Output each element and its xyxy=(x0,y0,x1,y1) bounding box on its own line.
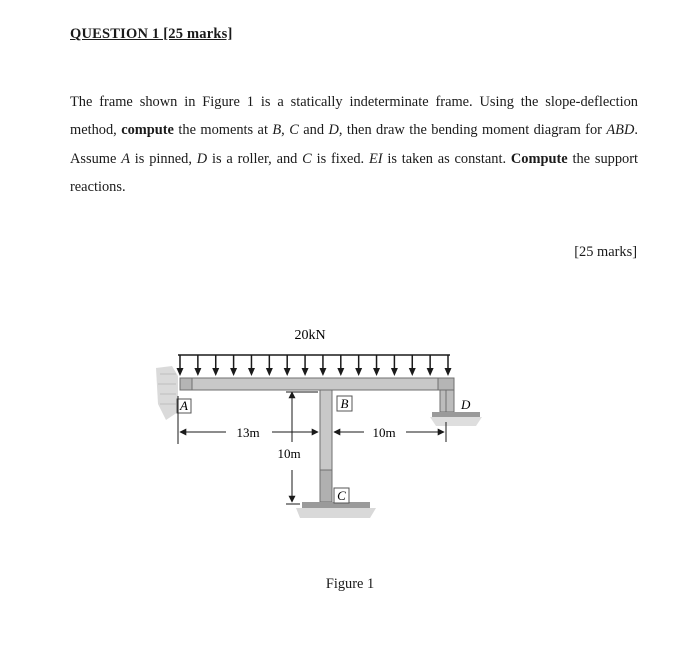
q-var: EI xyxy=(368,150,383,167)
load-arrow-head xyxy=(212,368,219,376)
load-arrow-head xyxy=(409,368,416,376)
roller-support-D xyxy=(430,378,482,426)
q-var: ABD xyxy=(606,122,635,139)
q-text: is pinned, xyxy=(129,150,197,167)
dim-label-AB: 13m xyxy=(236,425,260,440)
q-text: is a roller, and xyxy=(207,150,303,167)
load-arrow-head xyxy=(284,368,291,376)
q-text: , then draw the bending moment diagram for xyxy=(338,122,607,139)
load-arrows xyxy=(177,355,452,376)
load-arrow-head xyxy=(177,368,184,376)
q-text: . Assume xyxy=(70,122,638,167)
question-heading: QUESTION 1 [25 marks] xyxy=(70,26,233,42)
load-arrow-head xyxy=(194,368,201,376)
q-var: A xyxy=(121,150,130,167)
q-text: the moments at xyxy=(173,122,273,139)
q-text: is taken as constant. xyxy=(382,150,511,167)
label-C: C xyxy=(337,488,346,503)
label-B: B xyxy=(340,396,349,411)
q-text: the support reactions. xyxy=(70,150,639,195)
q-var: C xyxy=(289,122,299,139)
q-bold: Compute xyxy=(510,150,568,167)
q-bold: compute xyxy=(121,122,174,139)
load-arrow-head xyxy=(445,368,452,376)
marks-label: [25 marks] xyxy=(574,244,637,260)
load-arrow-head xyxy=(230,368,237,376)
q-text: and xyxy=(298,122,329,139)
distributed-load xyxy=(177,355,452,376)
q-text: The frame shown in Figure 1 is a statically indeterminate frame. Using the slope-deflection method, xyxy=(70,94,638,139)
load-arrow-head xyxy=(302,368,309,376)
q-var: B xyxy=(272,122,282,139)
load-arrow-head xyxy=(373,368,380,376)
beam-ABD xyxy=(180,378,453,390)
load-arrow-head xyxy=(319,368,326,376)
dim-label-BD: 10m xyxy=(372,425,396,440)
q-var: C xyxy=(302,150,312,167)
load-arrow-head xyxy=(391,368,398,376)
label-D: D xyxy=(461,397,471,412)
figure-caption: Figure 1 xyxy=(325,576,375,592)
column-base xyxy=(320,470,332,502)
fixed-support-C xyxy=(296,502,376,518)
load-arrow-head xyxy=(427,368,434,376)
dim-label-BC: 10m xyxy=(277,446,301,461)
pinned-support-A xyxy=(156,366,178,420)
q-var: D xyxy=(196,150,208,167)
load-arrow-head xyxy=(355,368,362,376)
joint-A xyxy=(180,378,192,390)
load-label: 20kN xyxy=(294,328,326,343)
label-A: A xyxy=(180,398,188,413)
q-text: is fixed. xyxy=(311,150,369,167)
load-arrow-head xyxy=(337,368,344,376)
load-arrow-head xyxy=(248,368,255,376)
q-text: , xyxy=(281,122,290,139)
dimensions xyxy=(178,392,446,504)
q-var: D xyxy=(328,122,339,139)
load-arrow-head xyxy=(266,368,273,376)
